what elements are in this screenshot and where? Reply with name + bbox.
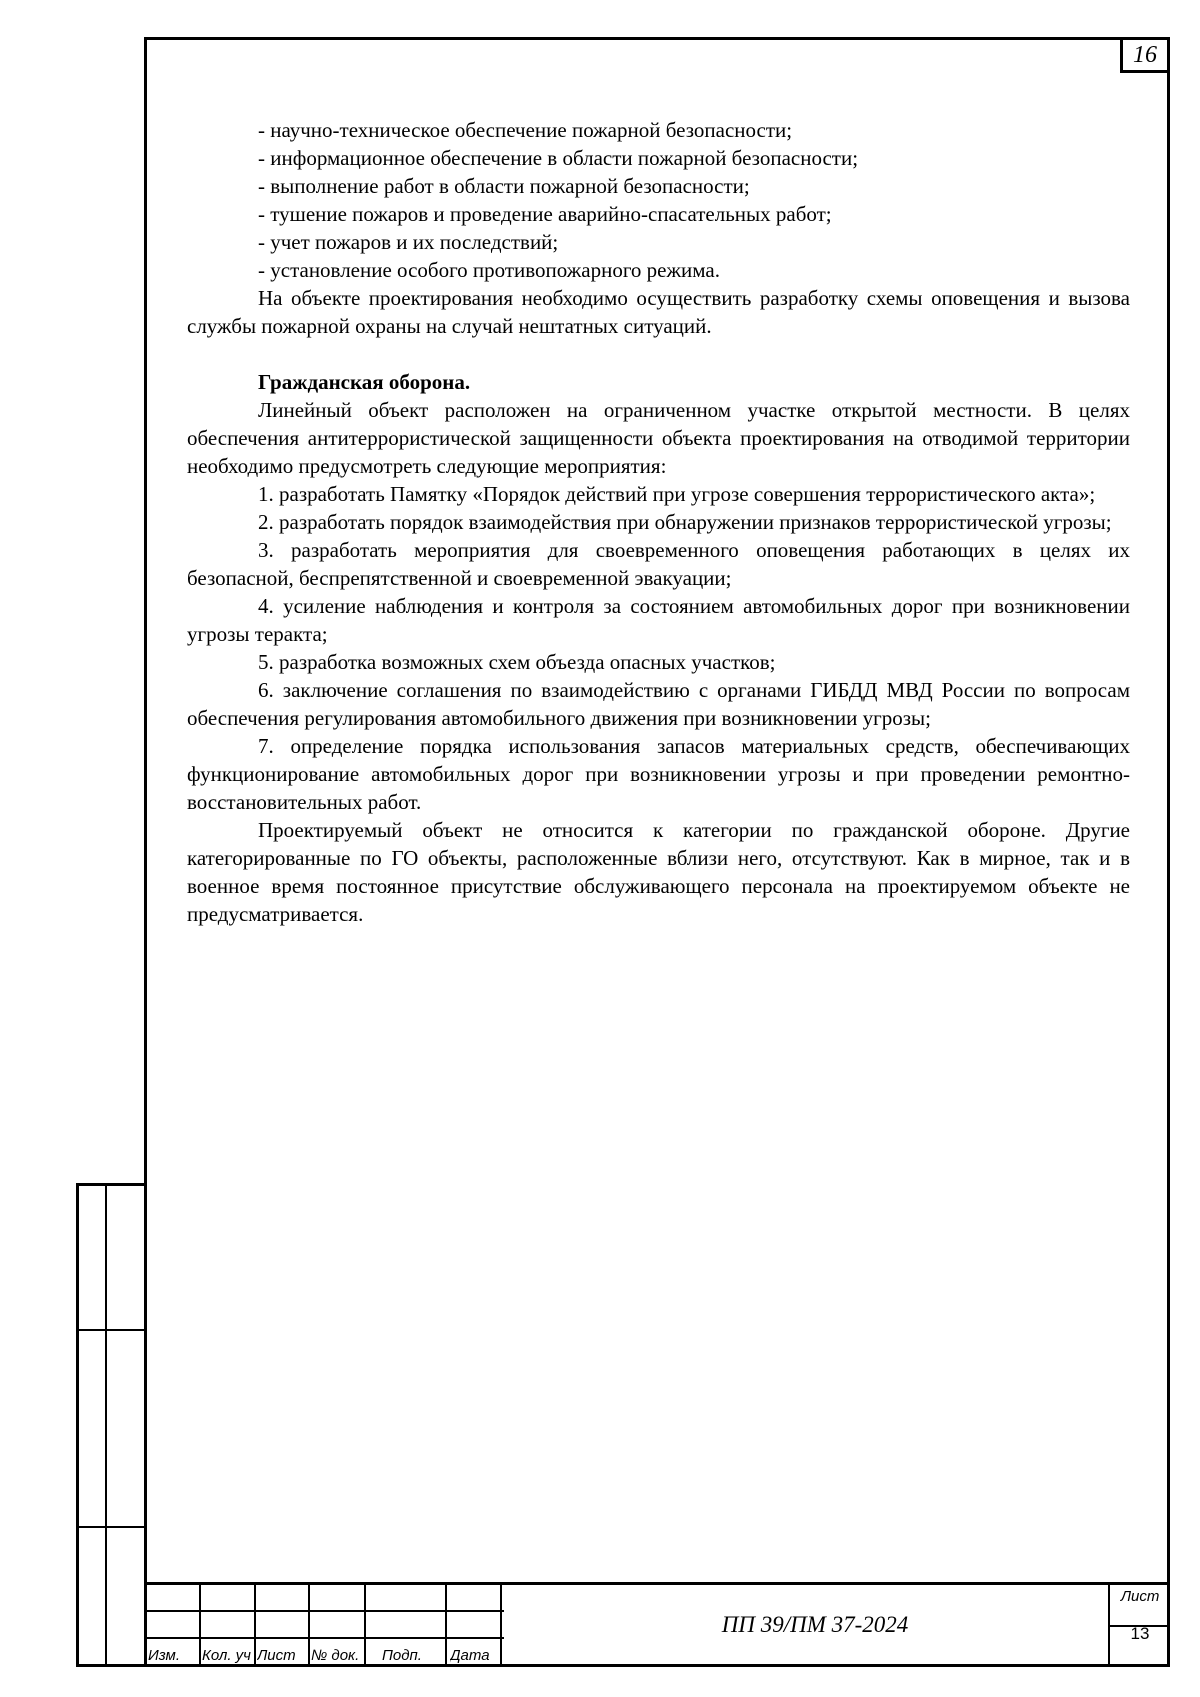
- measure-item: 7. определение порядка использования запасов материальных средств, обеспечивающих функционирование автомобильных дорог при возникновении угрозы и при проведении ремонтно-восстановительных работ.: [187, 734, 1130, 814]
- bullet-item: - тушение пожаров и проведение аварийно-спасательных работ;: [258, 202, 832, 226]
- measure-item: 1. разработать Памятку «Порядок действий при угрозе совершения террористического акта»;: [258, 482, 1096, 506]
- sheet-number: 13: [1130, 1624, 1150, 1643]
- bullet-item: - научно-техническое обеспечение пожарной безопасности;: [258, 118, 793, 142]
- stamp-data: Дата: [450, 1647, 490, 1664]
- stamp-list: Лист: [257, 1647, 296, 1664]
- measure-item: 2. разработать порядок взаимодействия при обнаружении признаков террористической угрозы;: [258, 510, 1112, 534]
- measure-item: 3. разработать мероприятия для своевременного оповещения работающих в целях их безопасной, беспрепятственной и своевременной эвакуации;: [187, 538, 1130, 590]
- bullet-item: - установление особого противопожарного режима.: [258, 258, 720, 282]
- intro-paragraph: Линейный объект расположен на ограниченном участке открытой местности. В целях обеспечения антитеррористической защищенности объекта проектирования на отводимой территории необходимо предусмотреть следующие мероприятия:: [187, 398, 1130, 478]
- left-margin-strip: [76, 1183, 144, 1667]
- measure-item: 5. разработка возможных схем объезда опасных участков;: [258, 650, 776, 674]
- fire-paragraph: На объекте проектирования необходимо осуществить разработку схемы оповещения и вызова службы пожарной охраны на случай нештатных ситуаций.: [187, 286, 1130, 338]
- stamp-izm: Изм.: [148, 1647, 180, 1664]
- stamp-n-dok: № док.: [311, 1647, 360, 1664]
- page-number: 16: [1120, 37, 1170, 73]
- bullet-item: - учет пожаров и их последствий;: [258, 230, 559, 254]
- section-title: Гражданская оборона.: [258, 370, 471, 394]
- final-paragraph: Проектируемый объект не относится к категории по гражданской обороне. Другие категорированные по ГО объекты, расположенные вблизи него, отсутствуют. Как в мирное, так и в военное время постоянное присутствие обслуживающего персонала на проектируемом объекте не предусматривается.: [187, 818, 1130, 926]
- stamp-podp: Подп.: [382, 1647, 422, 1664]
- bullet-item: - выполнение работ в области пожарной безопасности;: [258, 174, 750, 198]
- stamp-kol-uch: Кол. уч: [202, 1647, 251, 1664]
- measure-item: 6. заключение соглашения по взаимодействию с органами ГИБДД МВД России по вопросам обеспечения регулирования автомобильного движения при возникновении угрозы;: [187, 678, 1130, 730]
- bullet-item: - информационное обеспечение в области пожарной безопасности;: [258, 146, 859, 170]
- measure-item: 4. усиление наблюдения и контроля за состоянием автомобильных дорог при возникновении угрозы теракта;: [187, 594, 1130, 646]
- document-body: [187, 116, 1130, 928]
- document-code: ПП 39/ПМ 37-2024: [721, 1612, 909, 1637]
- sheet-label: Лист: [1120, 1588, 1160, 1605]
